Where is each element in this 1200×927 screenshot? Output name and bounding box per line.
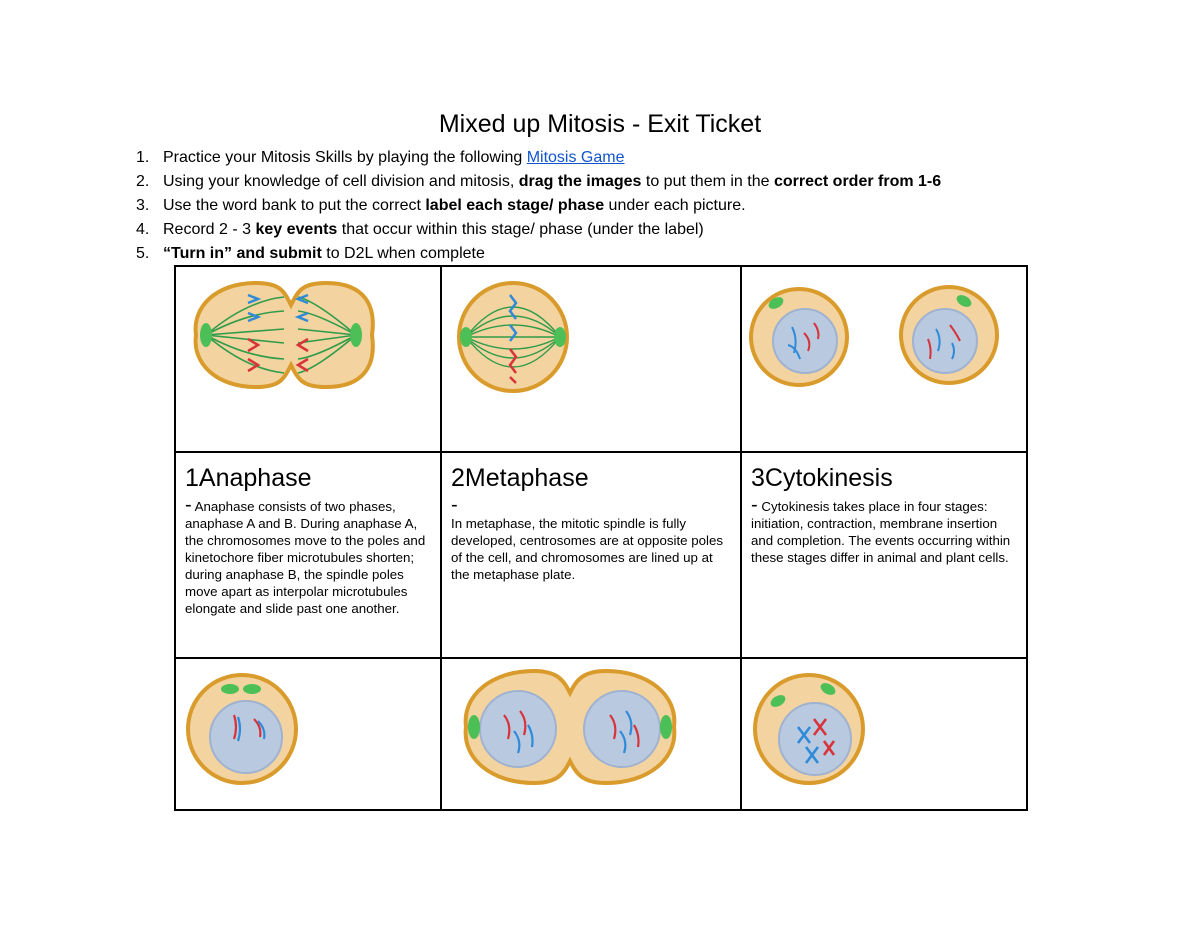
image-cell[interactable] <box>741 266 1027 452</box>
image-cell[interactable] <box>441 658 741 810</box>
instruction-text: Use the word bank to put the correct <box>163 197 426 214</box>
daughter-cells-image[interactable] <box>742 267 1026 451</box>
stage-description-text: Anaphase consists of two phases, anaphase A and B. During anaphase A, the chromosomes move to the poles and kinetochore fiber microtubules shorten; during anaphase B, the spindle poles move apart as interpolar microtubules elongate and slide past one another. <box>185 499 426 616</box>
stage-description <box>451 494 732 583</box>
instruction-bold: correct order from 1-6 <box>773 173 942 190</box>
mitosis-game-link[interactable]: Mitosis Game <box>526 149 625 166</box>
image-cell[interactable] <box>441 266 741 452</box>
instruction-bold: label each stage/ phase <box>425 197 605 214</box>
dash: - <box>751 494 758 516</box>
instruction-item <box>136 170 941 194</box>
instruction-text: that occur within this stage/ phase (under the label) <box>337 221 704 238</box>
instruction-item <box>136 242 941 266</box>
dash: - <box>185 494 192 516</box>
stage-cell[interactable] <box>441 452 741 658</box>
image-cell[interactable] <box>175 658 441 810</box>
instruction-text: Record 2 - 3 <box>163 221 256 238</box>
prophase-cell-image[interactable] <box>176 659 440 809</box>
item-number: 4. <box>136 221 150 238</box>
item-number: 5. <box>136 245 150 262</box>
instruction-bold: key events <box>255 221 338 238</box>
stage-cell[interactable] <box>741 452 1027 658</box>
instructions-list <box>136 146 941 266</box>
stage-description-text: In metaphase, the mitotic spindle is fully developed, centrosomes are at opposite poles of the cell, and chromosomes are lined up at the metaphase plate. <box>451 516 724 582</box>
instruction-text: Using your knowledge of cell division and mitosis, <box>163 173 519 190</box>
instruction-text: to put them in the <box>641 173 774 190</box>
image-cell[interactable] <box>741 658 1027 810</box>
instruction-item <box>136 194 941 218</box>
instruction-bold: drag the images <box>518 173 642 190</box>
anaphase-cell-image[interactable] <box>176 267 440 451</box>
stage-label: 2Metaphase <box>451 464 589 492</box>
stage-description <box>751 494 1018 566</box>
item-number: 1. <box>136 149 150 166</box>
stage-description <box>185 494 432 617</box>
instruction-text: under each picture. <box>604 197 746 214</box>
item-number: 3. <box>136 197 150 214</box>
telophase-cell-image[interactable] <box>442 659 740 809</box>
stage-label: 3Cytokinesis <box>751 464 893 492</box>
instruction-text: to D2L when complete <box>321 245 485 262</box>
instruction-item <box>136 218 941 242</box>
prometaphase-cell-image[interactable] <box>742 659 1026 809</box>
metaphase-cell-image[interactable] <box>442 267 740 451</box>
image-cell[interactable] <box>175 266 441 452</box>
dash: - <box>451 494 458 516</box>
mitosis-grid <box>174 265 1028 811</box>
stage-label: 1Anaphase <box>185 464 312 492</box>
item-number: 2. <box>136 173 150 190</box>
instruction-item <box>136 146 941 170</box>
instruction-text: Practice your Mitosis Skills by playing the following <box>163 149 527 166</box>
instruction-bold: “Turn in” and submit <box>163 245 322 262</box>
stage-description-text: Cytokinesis takes place in four stages: initiation, contraction, membrane insertion and completion. The events occurring within these stages differ in animal and plant cells. <box>751 499 1011 565</box>
page-title: Mixed up Mitosis - Exit Ticket <box>438 110 762 138</box>
stage-cell[interactable] <box>175 452 441 658</box>
